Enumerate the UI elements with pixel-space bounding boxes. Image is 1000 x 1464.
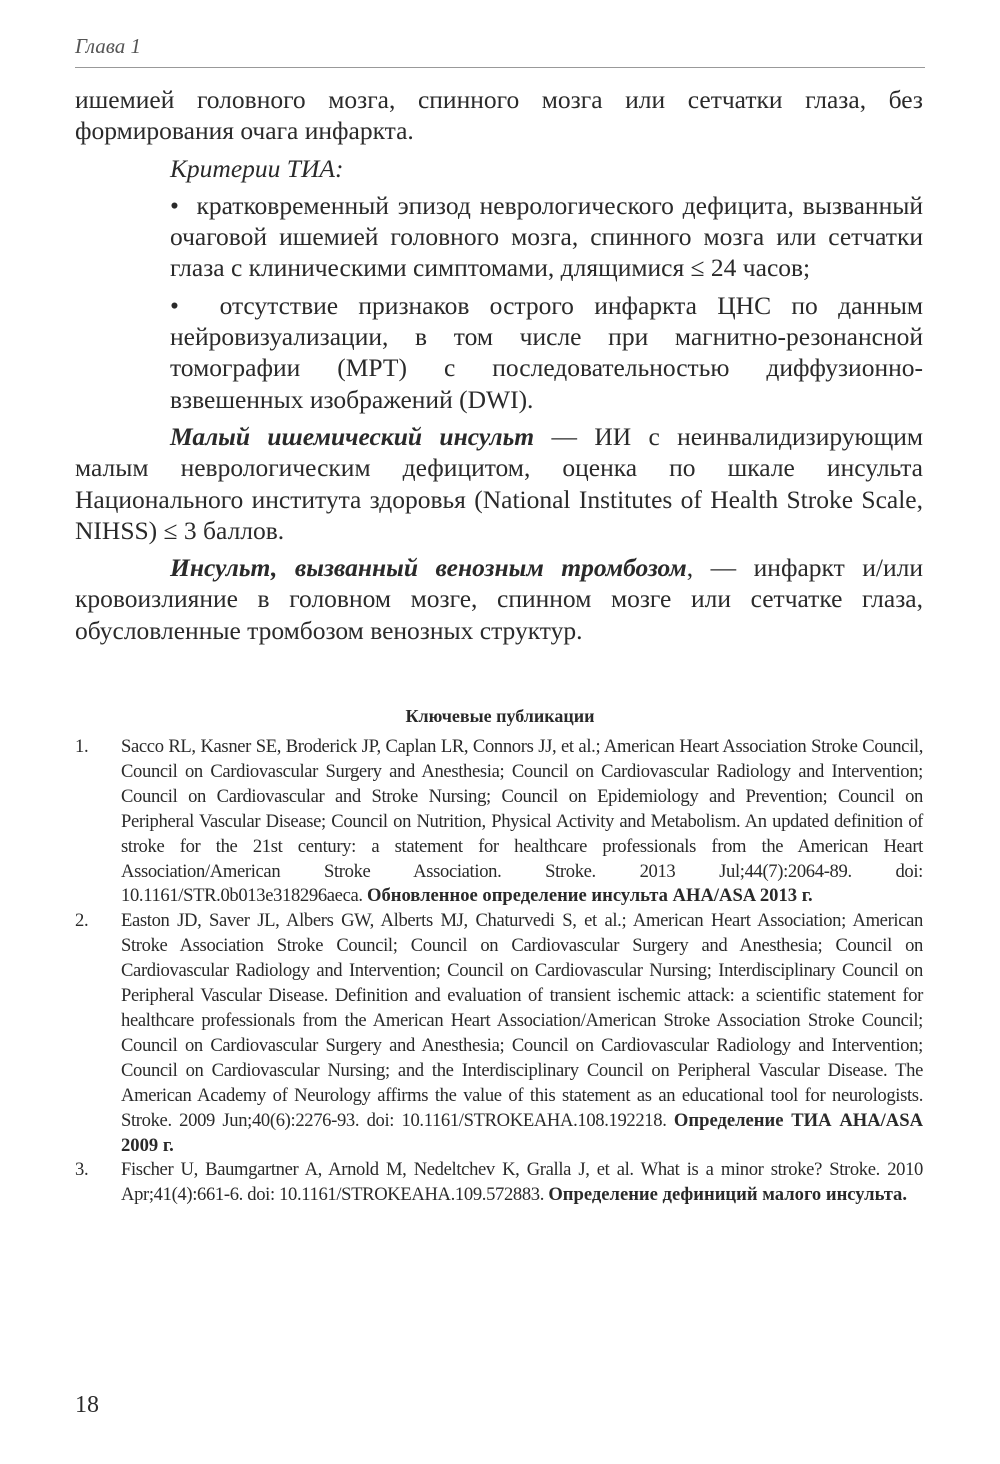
bullet-item: • кратковременный эпизод неврологического дефицита, вызванный очаговой ишемией головного мозга, спинного мозга или сетчатки глаза с клиническими симптомами, длящимися ≤ 24 часов; [170,190,924,283]
reference-note: Определение дефиниций малого инсульта. [548,1184,907,1206]
reference-item [75,1158,923,1208]
body-text [75,84,923,646]
reference-number: 1. [75,736,89,757]
bullet-item: • отсутствие признаков острого инфаркта ЦНС по данным нейровизуализации, в том числе при магнитно-резонансной томографии (МРТ) с последовательностью диффузионно-взвешенных изображений (DWI). [170,290,923,414]
definition-text: — ИИ с неинвалидизирующим малым неврологическим дефицитом, оценка по шкале инсульта Национального института здоровья (National Institutes of Health Stroke Scale, NIHSS) ≤ 3 баллов. [75,421,924,545]
reference-item [75,909,923,1158]
term: Инсульт, вызванный венозным тромбозом [170,553,687,583]
definition-text: , — инфаркт и/или кровоизлияние в головном мозге, спинном мозге или сетчатке глаза, обусловленные тромбозом венозных структур. [75,553,923,645]
criteria-title: Критерии ТИА: [170,153,344,183]
header-rule [75,67,925,68]
term: Малый ишемический инсульт [170,421,535,451]
page-number: 18 [75,1392,99,1418]
references-title: Ключевые публикации [405,706,595,726]
reference-text: Easton JD, Saver JL, Albers GW, Alberts MJ, Chaturvedi S, et al.; American Heart Association; American Stroke Association Stroke Council; Council on Cardiovascular Surgery and Anesthesia; Council on Cardiovascular Radiology and Intervention; Council on Cardiovascular Nursing; Interdisciplinary Council on Peripheral Vascular Disease. Definition and evaluation of transient ischemic attack: a scientific statement for healthcare professionals from the American Heart Association/American Stroke Association Stroke Council; Council on Cardiovascular Surgery and Anesthesia; Council on Cardiovascular Radiology and Intervention; Council on Cardiovascular Nursing; and the Interdisciplinary Council on Peripheral Vascular Disease. The American Academy of Neurology affirms the value of this statement as an educational tool for neurologists. Stroke. 2009 Jun;40(6):2276-93. doi: 10.1161/STROKEAHA.108.192218. [121,910,923,1131]
bullet-text: кратковременный эпизод неврологического дефицита, вызванный очаговой ишемией головного мозга, спинного мозга или сетчатки глаза с клиническими симптомами, длящимися ≤ 24 часов; [170,190,924,283]
references-list [75,735,923,1208]
reference-number: 3. [75,1159,89,1181]
paragraph: ишемией головного мозга, спинного мозга или сетчатки глаза, без формирования очага инфаркта. [75,85,923,146]
reference-note: Обновленное определение инсульта AHA/ASA 2013 г. [366,885,813,907]
bullet-text: отсутствие признаков острого инфаркта ЦНС по данным нейровизуализации, в том числе при магнитно-резонансной томографии (МРТ) с последовательностью диффузионно-взвешенных изображений (DWI). [170,290,923,414]
reference-item [75,735,923,909]
reference-text: Sacco RL, Kasner SE, Broderick JP, Caplan LR, Connors JJ, et al.; American Heart Association Stroke Council, Council on Cardiovascular Surgery and Anesthesia; Council on Cardiovascular Radiology and Intervention; Council on Cardiovascular and Stroke Nursing; Council on Epidemiology and Prevention; Council on Peripheral Vascular Disease; Council on Nutrition, Physical Activity and Metabolism. An updated definition of stroke for the 21st century: a statement for healthcare professionals from the American Heart Association/American Stroke Association. Stroke. 2013 Jul;44(7):2064-89. doi: 10.1161/STR.0b013e318296aeca. [121,736,923,907]
reference-text: Fischer U, Baumgartner A, Arnold M, Nedeltchev K, Gralla J, et al. What is a minor stroke? Stroke. 2010 Apr;41(4):661-6. doi: 10.1161/STROKEAHA.109.572883. [121,1159,923,1206]
reference-note: Определение ТИА AHA/ASA 2009 г. [121,1109,923,1156]
reference-number: 2. [75,910,89,932]
running-head: Глава 1 [75,34,141,58]
definition-venous-stroke [75,552,923,646]
definition-minor-stroke [75,421,923,546]
